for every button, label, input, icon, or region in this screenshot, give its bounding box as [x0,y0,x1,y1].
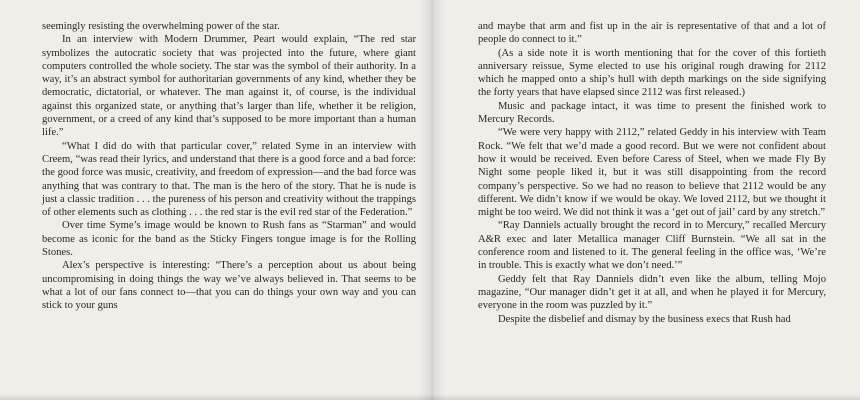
paragraph: Geddy felt that Ray Danniels didn’t even like the album, telling Mojo magazine, “Our manager didn’t get it at all, and when he played it for Mercury, everyone in the room was puzzled by it.” [478,273,826,312]
paragraph: and maybe that arm and fist up in the air is representative of that and a lot of people do connect to it.” [478,21,826,46]
paragraph: (As a side note it is worth mentioning that for the cover of this fortieth anniversary reissue, Syme elected to use his original rough drawing for 2112 which he mapped onto a ship’s hull with depth markings on the side signifying the forty years that have elapsed since 2112 was first released.) [478,47,826,99]
paragraph: “Ray Danniels actually brought the record in to Mercury,” recalled Mercury A&R exec and later Metallica manager Cliff Burnstein. “We all sat in the conference room and listened to it. The general feeling in the office was, ‘We’re in trouble. This is exactly what we don’t need.’” [478,220,826,272]
paragraph: In an interview with Modern Drummer, Peart would explain, “The red star symbolizes the autocratic society that was projected into the future, where giant computers controlled the whole society. The star was the symbol of their authority. In a way, it’s an abstract symbol for authoritarian governments of any kind, whether they be democratic, dictatorial, or whatever. The man against it, of course, is the individual against this organized state, or anything that’s larger than life, whether it be religion, government, or a creed of any kind that’s supposed to be more important than a human life.” [42,34,416,139]
right-page [430,0,860,400]
paragraph: Over time Syme’s image would be known to Rush fans as “Starman” and would become as iconic for the band as the Sticky Fingers tongue image is for the Rolling Stones. [42,220,416,259]
page-edge-shadow [0,394,860,400]
paragraph: Music and package intact, it was time to present the finished work to Mercury Records. [478,100,826,126]
paragraph: seemingly resisting the overwhelming power of the star. [42,21,280,32]
paragraph: “What I did do with that particular cover,” related Syme in an interview with Creem, “was read their lyrics, and understand that there is a good force and a bad force: the good force was music, creativity, and freedom of expression—and the bad force was anything that was contrary to that. The man is the hero of the story. That he is nude is just a classic tradition . . . the pureness of his person and creativity without the trappings of other elements such as clothing . . . the red star is the evil red star of the Federation.” [42,140,416,219]
paragraph: Alex’s perspective is interesting: “There’s a perception about us about being uncompromising in doing things the way we’ve always believed in. That seems to be what a lot of our fans connect to—that you can do things your own way and you can stick to your guns [42,260,416,312]
paragraph: Despite the disbelief and dismay by the business execs that Rush had [498,313,791,325]
paragraph: “We were very happy with 2112,” related Geddy in his interview with Team Rock. “We felt that we’d made a good record. But we were not confident about how it would be received. Even before Caress of Steel, when we made Fly By Night some people liked it, but it was still disappointing from the record company’s perspective. So we had no reason to believe that 2112 would be any different. We didn’t know if we would be okay. We loved 2112, but we thought it might be too weird. We did not think it was a ‘get out of jail’ card by any stretch.” [478,127,826,219]
